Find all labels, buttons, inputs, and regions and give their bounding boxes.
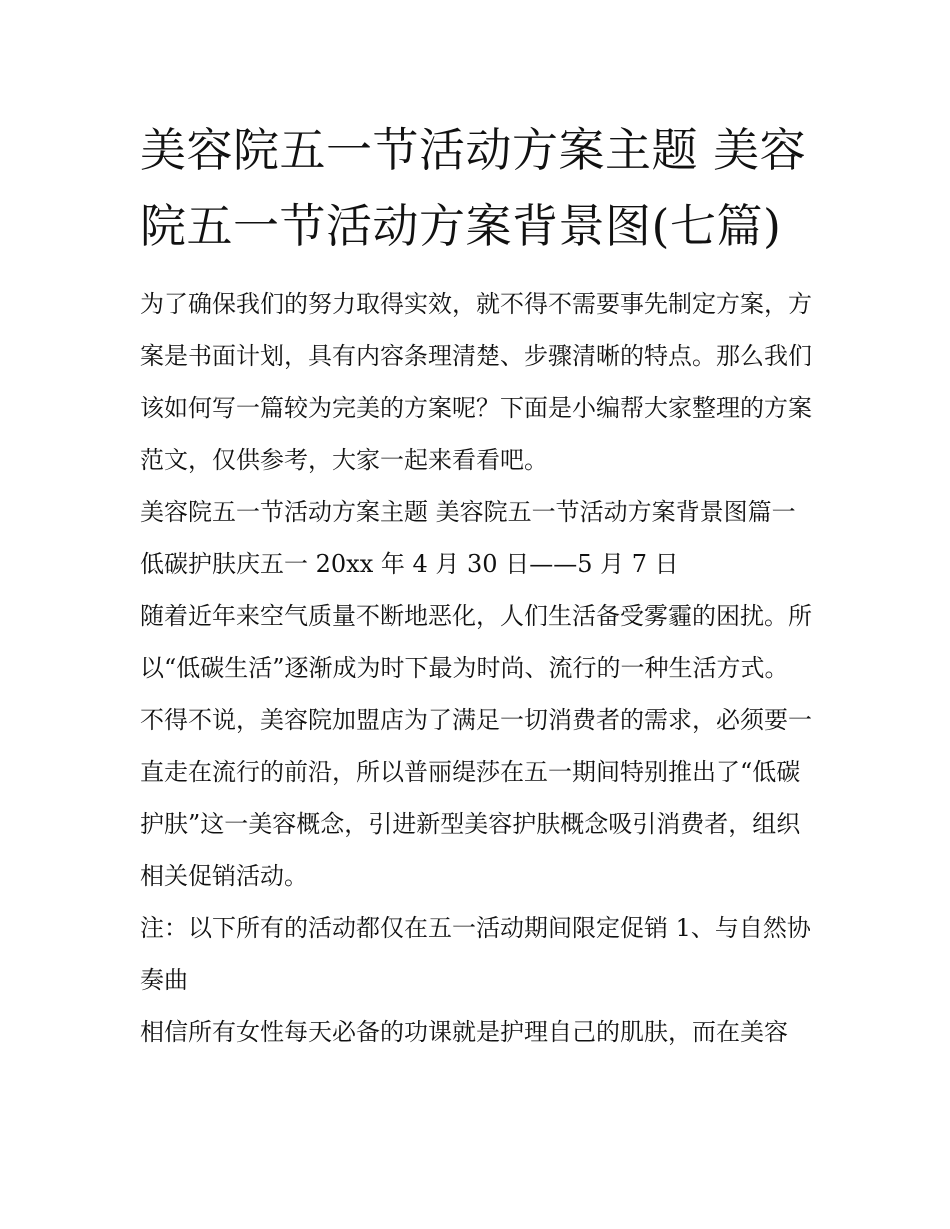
background-paragraph: 随着近年来空气质量不断地恶化，人们生活备受雾霾的困扰。所以“低碳生活”逐渐成为时下最为时尚、流行的一种生活方式。不得不说，美容院加盟店为了满足一切消费者的需求，必须要一直走在流行的前沿，所以普丽缇莎在五一期间特别推出了“低碳护肤”这一美容概念，引进新型美容护肤概念吸引消费者，组织相关促销活动。 — [140, 602, 812, 890]
note-paragraph: 注：以下所有的活动都仅在五一活动期间限定促销 1、与自然协奏曲 — [140, 914, 811, 994]
intro-paragraph: 为了确保我们的努力取得实效，就不得不需要事先制定方案，方案是书面计划，具有内容条理清楚、步骤清晰的特点。那么我们该如何写一篇较为完美的方案呢？下面是小编帮大家整理的方案范文，仅供参考，大家一起来看看吧。 — [140, 290, 812, 474]
document-title: 美容院五一节活动方案主题 美容院五一节活动方案背景图(七篇) — [140, 123, 807, 253]
section-heading-paragraph: 美容院五一节活动方案主题 美容院五一节活动方案背景图篇一 低碳护肤庆五一 20xx 年 4 月 30 日——5 月 7 日 — [140, 498, 796, 578]
document-body — [140, 112, 812, 1058]
body-paragraph: 相信所有女性每天必备的功课就是护理自己的肌肤，而在美容 — [140, 1018, 788, 1046]
